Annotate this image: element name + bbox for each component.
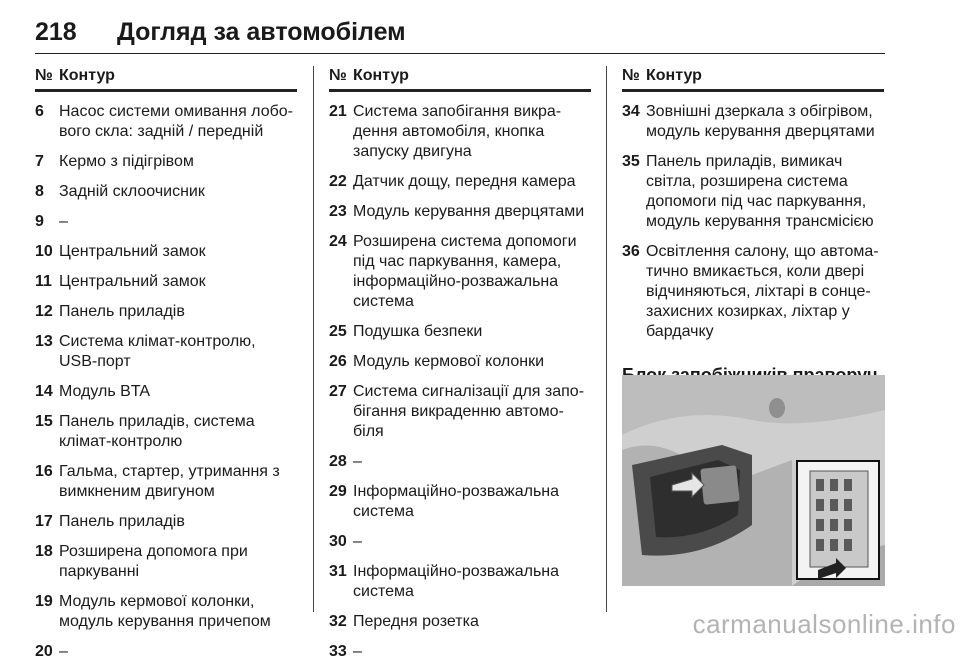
fuse-column-3 — [622, 66, 884, 408]
fuse-number: 23 — [329, 203, 347, 220]
fuse-row — [35, 242, 297, 262]
fuse-description: Зовнішні дзеркала з обігрівом, модуль керування дверцятами — [646, 103, 875, 140]
fuse-row — [622, 242, 884, 342]
fuse-row — [35, 542, 297, 582]
fuse-row — [329, 322, 591, 342]
fuse-row — [329, 452, 591, 472]
fuse-list-1 — [35, 102, 297, 662]
table-header-contour: Контур — [646, 67, 702, 84]
fuse-number: 26 — [329, 353, 347, 370]
fuse-description: – — [353, 643, 362, 660]
column-divider-2 — [606, 66, 607, 612]
fuse-description: Панель приладів — [59, 513, 185, 530]
fuse-number: 31 — [329, 563, 347, 580]
fuse-number: 21 — [329, 103, 347, 120]
fuse-row — [35, 332, 297, 372]
fuse-description: Центральний замок — [59, 243, 206, 260]
fuse-description: Розширена система допомоги під час паркування, камера, інформаційно-розважальна система — [353, 233, 577, 310]
fuse-number: 15 — [35, 413, 53, 430]
fuse-number: 7 — [35, 153, 44, 170]
fuse-number: 14 — [35, 383, 53, 400]
fuse-number: 6 — [35, 103, 44, 120]
fuse-number: 24 — [329, 233, 347, 250]
fuse-row — [35, 182, 297, 202]
table-header-num: № — [35, 67, 53, 84]
fuse-number: 19 — [35, 593, 53, 610]
fuse-number: 25 — [329, 323, 347, 340]
fuse-description: Модуль BTA — [59, 383, 151, 400]
fuse-description: Гальма, стартер, утримання з вимкненим двигуном — [59, 463, 280, 500]
table-header-contour: Контур — [353, 67, 409, 84]
table-header-num: № — [622, 67, 640, 84]
fuse-number: 22 — [329, 173, 347, 190]
fuse-box-photo — [622, 375, 885, 586]
fuse-number: 17 — [35, 513, 53, 530]
fuse-number: 29 — [329, 483, 347, 500]
fuse-number: 13 — [35, 333, 53, 350]
table-header — [329, 66, 591, 92]
fuse-column-1 — [35, 66, 297, 662]
table-header — [35, 66, 297, 92]
fuse-number: 33 — [329, 643, 347, 660]
fuse-description: Освітлення салону, що автома-тично вмикається, коли двері відчиняються, ліхтарі в сонце-захисних козирках, ліхтар у бардачку — [646, 243, 879, 340]
fuse-box-photo-icon — [622, 375, 885, 586]
fuse-description: Передня розетка — [353, 613, 479, 630]
fuse-row — [35, 212, 297, 232]
page-number: 218 — [35, 18, 77, 46]
fuse-number: 12 — [35, 303, 53, 320]
fuse-number: 30 — [329, 533, 347, 550]
fuse-number: 11 — [35, 273, 52, 290]
fuse-number: 32 — [329, 613, 347, 630]
fuse-number: 27 — [329, 383, 347, 400]
fuse-description: Система запобігання викра-дення автомобіля, кнопка запуску двигуна — [353, 103, 562, 160]
fuse-description: Модуль керування дверцятами — [353, 203, 585, 220]
fuse-description: Панель приладів — [59, 303, 185, 320]
column-divider-1 — [313, 66, 314, 612]
fuse-row — [329, 642, 591, 662]
fuse-description: – — [59, 213, 68, 230]
fuse-row — [35, 272, 297, 292]
fuse-description: Інформаційно-розважальна система — [353, 483, 560, 520]
fuse-row — [329, 352, 591, 372]
fuse-list-3 — [622, 102, 884, 342]
fuse-row — [329, 232, 591, 312]
fuse-row — [35, 592, 297, 632]
fuse-row — [329, 102, 591, 162]
fuse-description: Датчик дощу, передня камера — [353, 173, 576, 190]
table-header — [622, 66, 884, 92]
fuse-description: Панель приладів, система клімат-контролю — [59, 413, 255, 450]
fuse-description: Інформаційно-розважальна система — [353, 563, 560, 600]
fuse-row — [35, 512, 297, 532]
fuse-column-2 — [329, 66, 591, 662]
fuse-row — [35, 102, 297, 142]
fuse-description: Модуль кермової колонки, модуль керування причепом — [59, 593, 271, 630]
fuse-row — [35, 412, 297, 452]
fuse-description: Модуль кермової колонки — [353, 353, 545, 370]
fuse-description: Панель приладів, вимикач світла, розширена система допомоги під час паркування, модуль керування трансмісією — [646, 153, 874, 230]
fuse-number: 10 — [35, 243, 53, 260]
fuse-number: 34 — [622, 103, 640, 120]
table-header-num: № — [329, 67, 347, 84]
fuse-description: Розширена допомога при паркуванні — [59, 543, 248, 580]
fuse-description: Система клімат-контролю, USB-порт — [59, 333, 256, 370]
fuse-description: Система сигналізації для запо-бігання викраденню автомо-біля — [353, 383, 585, 440]
fuse-row — [35, 462, 297, 502]
fuse-row — [35, 382, 297, 402]
fuse-row — [329, 382, 591, 442]
fuse-row — [329, 532, 591, 552]
page-header — [35, 18, 885, 54]
watermark: carmanualsonline.info — [692, 609, 956, 639]
fuse-number: 16 — [35, 463, 53, 480]
fuse-number: 35 — [622, 153, 640, 170]
fuse-row — [329, 562, 591, 602]
fuse-list-2 — [329, 102, 591, 662]
fuse-description: Насос системи омивання лобо-вого скла: задній / передній — [59, 103, 293, 140]
chapter-title: Догляд за автомобілем — [117, 18, 406, 46]
fuse-row — [329, 482, 591, 522]
fuse-number: 28 — [329, 453, 347, 470]
fuse-row — [35, 302, 297, 322]
fuse-row — [35, 152, 297, 172]
fuse-row — [329, 202, 591, 222]
fuse-number: 18 — [35, 543, 53, 560]
fuse-description: Кермо з підігрівом — [59, 153, 194, 170]
fuse-description: – — [353, 453, 362, 470]
fuse-number: 20 — [35, 643, 53, 660]
table-header-contour: Контур — [59, 67, 115, 84]
fuse-row — [329, 172, 591, 192]
fuse-number: 8 — [35, 183, 44, 200]
fuse-description: Задній склоочисник — [59, 183, 205, 200]
fuse-description: – — [353, 533, 362, 550]
fuse-row — [35, 642, 297, 662]
fuse-number: 36 — [622, 243, 640, 260]
fuse-row — [622, 102, 884, 142]
fuse-description: – — [59, 643, 68, 660]
fuse-number: 9 — [35, 213, 44, 230]
fuse-description: Центральний замок — [59, 273, 206, 290]
fuse-row — [329, 612, 591, 632]
fuse-description: Подушка безпеки — [353, 323, 483, 340]
fuse-row — [622, 152, 884, 232]
